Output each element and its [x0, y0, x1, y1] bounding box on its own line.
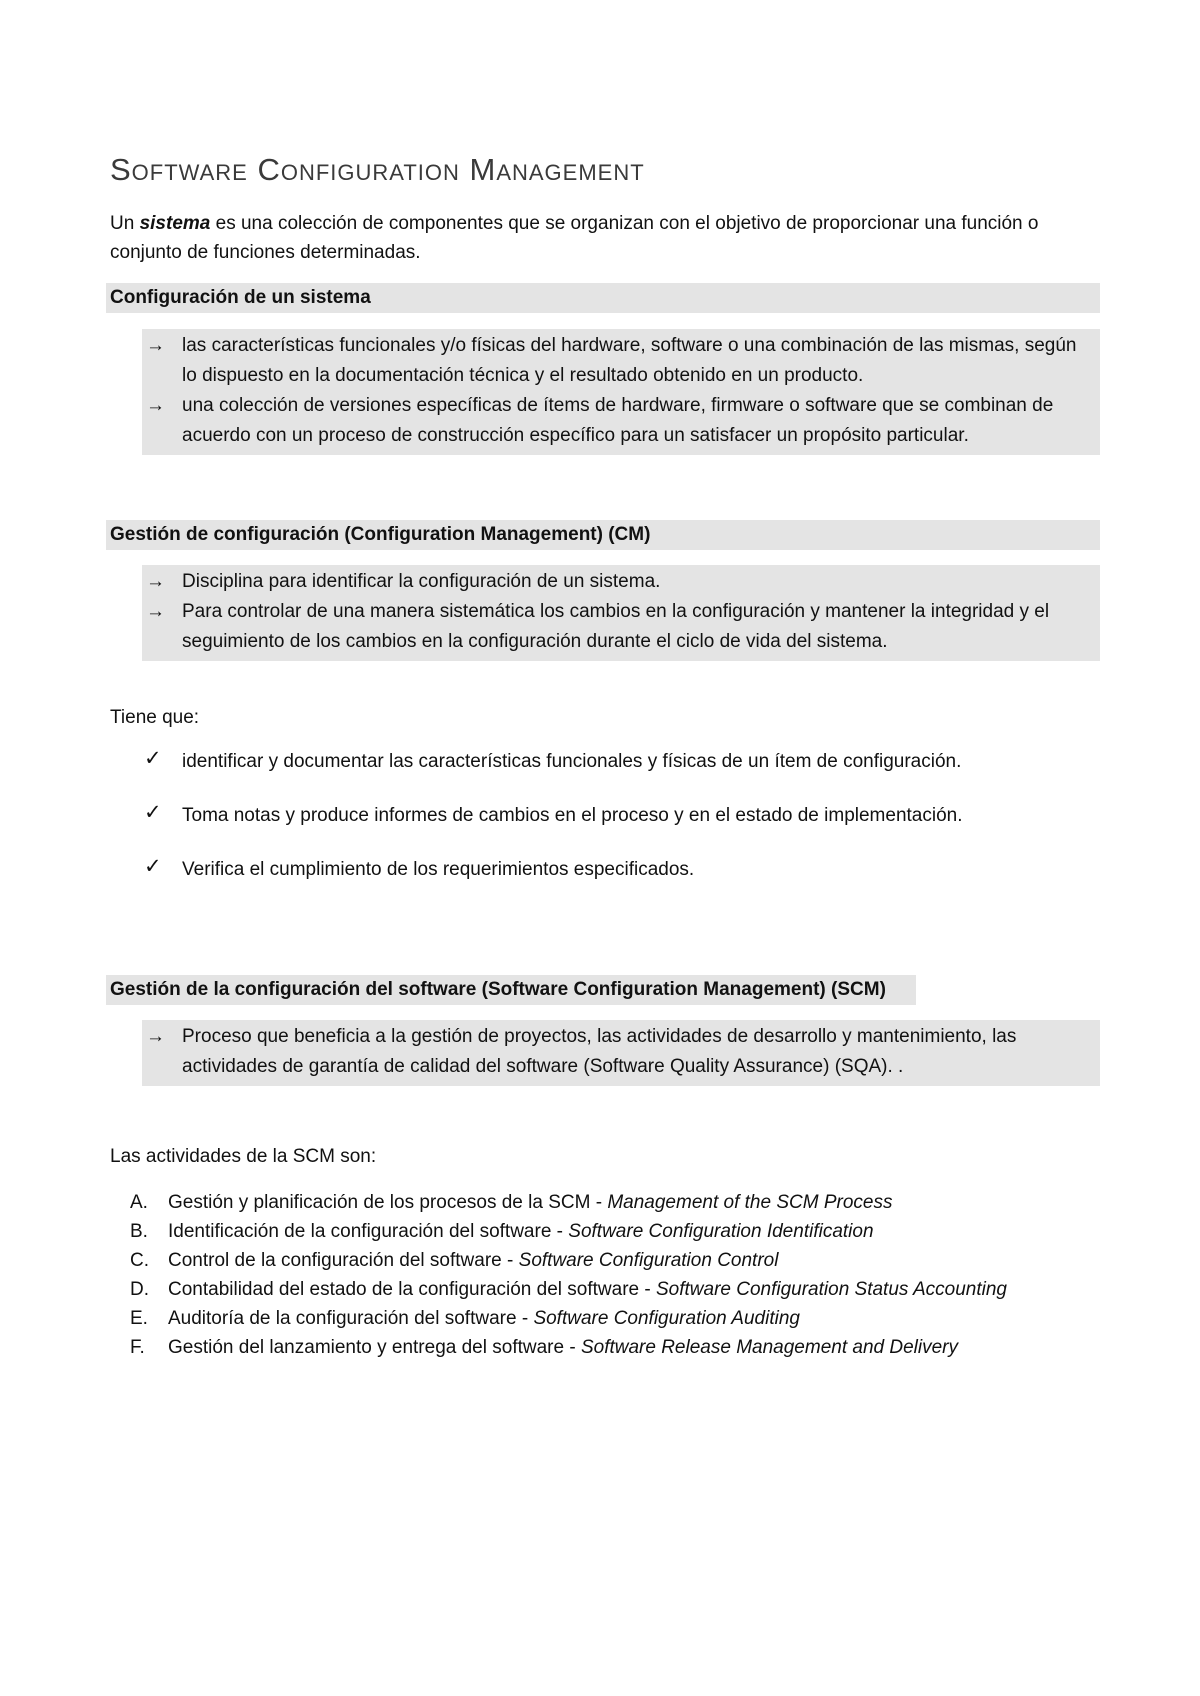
activity-item [110, 1333, 1100, 1362]
activity-letter: B. [130, 1221, 148, 1242]
section-heading-config: Configuración de un sistema [106, 283, 1100, 313]
list-item-text: una colección de versiones específicas de ítems de hardware, firmware o software que se combinan de acuerdo con un proceso de construcción específico para un satisfacer un propósito particular. [182, 395, 1054, 446]
activity-english: Software Configuration Status Accounting [655, 1279, 1007, 1300]
activity-spanish: Auditoría de la configuración del software - [168, 1308, 534, 1329]
activity-spanish: Control de la configuración del software - [168, 1250, 519, 1271]
activity-spanish: Gestión y planificación de los procesos de la SCM - [168, 1192, 608, 1213]
activity-letter: E. [130, 1308, 148, 1329]
activity-english: Management of the SCM Process [607, 1192, 893, 1213]
activity-english: Software Configuration Auditing [533, 1308, 800, 1329]
activity-spanish: Contabilidad del estado de la configuración del software - [168, 1279, 656, 1300]
arrow-icon: → [146, 335, 165, 356]
check-item [110, 748, 1100, 776]
list-item [146, 597, 1090, 657]
list-item-text: Disciplina para identificar la configuración de un sistema. [182, 571, 661, 592]
activity-letter: C. [130, 1250, 149, 1271]
checkmark-icon: ✓ [144, 801, 162, 824]
tiene-que-list [110, 748, 1100, 910]
config-list [142, 329, 1100, 455]
activity-item [110, 1217, 1100, 1246]
activity-item [110, 1275, 1100, 1304]
intro-suffix: es una colección de componentes que se organizan con el objetivo de proporcionar una función o conjunto de funciones determinadas. [110, 213, 1039, 263]
activity-english: Software Configuration Identification [568, 1221, 874, 1242]
arrow-icon: → [146, 601, 165, 622]
intro-emphasis: sistema [139, 213, 211, 234]
activity-item [110, 1304, 1100, 1333]
arrow-icon: → [146, 1026, 165, 1047]
activity-item [110, 1188, 1100, 1217]
list-item [146, 391, 1090, 451]
list-item [146, 331, 1090, 391]
list-item-text: Para controlar de una manera sistemática los cambios en la configuración y mantener la integridad y el seguimiento de los cambios en la configuración durante el ciclo de vida del sistema. [182, 601, 1050, 652]
check-item-text: Verifica el cumplimiento de los requerimientos especificados. [182, 859, 695, 880]
activity-letter: F. [130, 1337, 145, 1358]
section-heading-cm: Gestión de configuración (Configuration Management) (CM) [106, 520, 1100, 550]
check-item-text: identificar y documentar las características funcionales y físicas de un ítem de configuración. [182, 751, 962, 772]
check-item-text: Toma notas y produce informes de cambios en el proceso y en el estado de implementación. [182, 805, 963, 826]
list-item-text: las características funcionales y/o físicas del hardware, software o una combinación de las mismas, según lo dispuesto en la documentación técnica y el resultado obtenido en un producto. [182, 335, 1077, 386]
activity-english: Software Configuration Control [518, 1250, 779, 1271]
cm-list [142, 565, 1100, 661]
arrow-icon: → [146, 571, 165, 592]
list-item [146, 1022, 1090, 1082]
checkmark-icon: ✓ [144, 855, 162, 878]
intro-paragraph [110, 209, 1100, 267]
activities-label: Las actividades de la SCM son: [110, 1146, 377, 1167]
arrow-icon: → [146, 395, 165, 416]
list-item [146, 567, 1090, 597]
check-item [110, 856, 1100, 884]
activity-spanish: Identificación de la configuración del software - [168, 1221, 569, 1242]
activity-letter: D. [130, 1279, 149, 1300]
activity-letter: A. [130, 1192, 148, 1213]
tiene-que-label: Tiene que: [110, 707, 200, 728]
activities-list [110, 1188, 1100, 1362]
activity-english: Software Release Management and Delivery [580, 1337, 958, 1358]
check-item [110, 802, 1100, 830]
page-title: Software Configuration Management [110, 152, 645, 187]
section-heading-scm: Gestión de la configuración del software (Software Configuration Management) (SCM) [106, 975, 916, 1005]
activity-spanish: Gestión del lanzamiento y entrega del software - [168, 1337, 581, 1358]
list-item-text: Proceso que beneficia a la gestión de proyectos, las actividades de desarrollo y mantenimiento, las actividades de garantía de calidad del software (Software Quality Assurance) (SQA). . [182, 1026, 1017, 1077]
scm-list [142, 1020, 1100, 1086]
activity-item [110, 1246, 1100, 1275]
checkmark-icon: ✓ [144, 747, 162, 770]
intro-prefix: Un [110, 213, 140, 234]
